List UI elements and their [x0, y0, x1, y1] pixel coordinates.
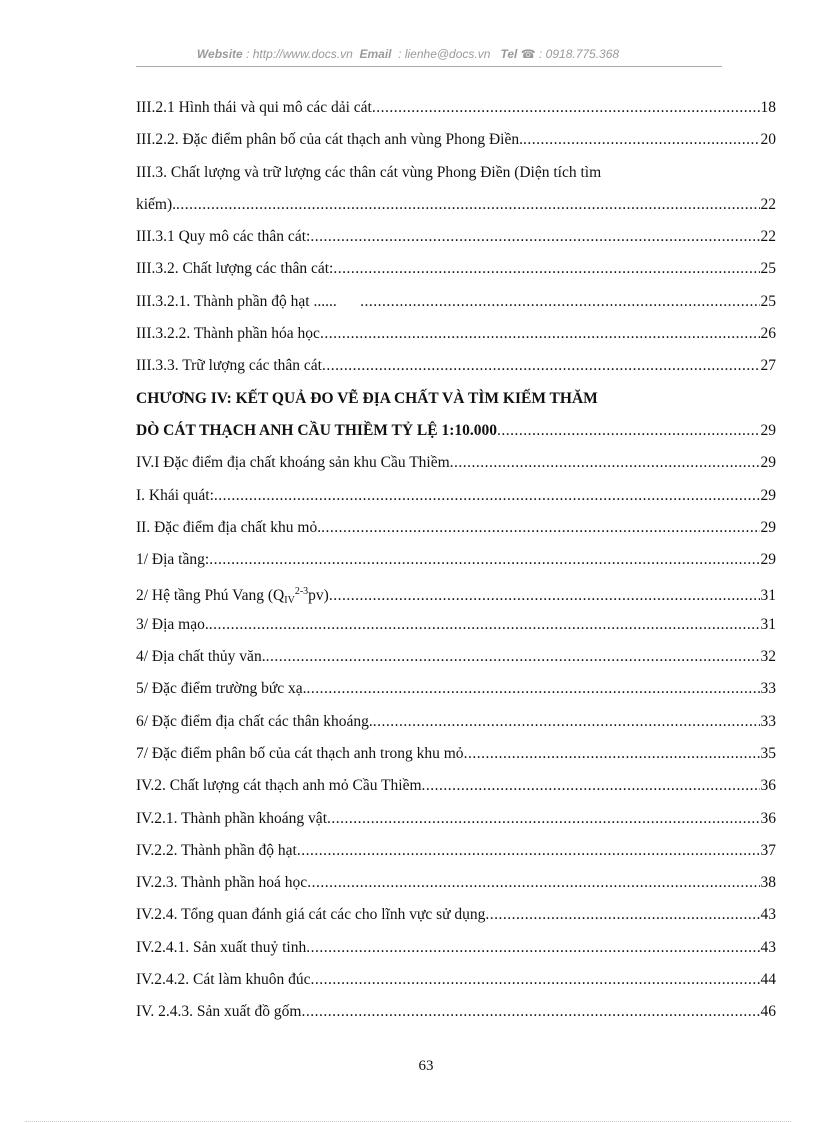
- toc-leader: [310, 221, 759, 253]
- toc-entry-title: kiếm).: [136, 195, 177, 213]
- toc-leader: [266, 641, 760, 673]
- toc-entry-title: 1/ Địa tầng:: [136, 551, 210, 569]
- toc-entry-title: IV.2.4.1. Sản xuất thuỷ tinh: [136, 938, 307, 956]
- toc-leader: [311, 964, 760, 996]
- toc-entry[interactable]: [136, 189, 776, 221]
- toc-entry[interactable]: [136, 286, 776, 318]
- toc-entry-page: 46: [760, 1003, 776, 1021]
- toc-entry[interactable]: [136, 835, 776, 867]
- toc-leader: [360, 286, 759, 318]
- toc-leader: [422, 770, 760, 802]
- toc-entry[interactable]: [136, 738, 776, 770]
- email-label: Email: [359, 47, 392, 61]
- page-bottom-divider: [25, 1121, 791, 1122]
- toc-leader: [306, 673, 759, 705]
- toc-leader: [450, 447, 760, 479]
- toc-entry-page: 25: [760, 260, 776, 278]
- toc-entry[interactable]: [136, 221, 776, 253]
- header-divider: [136, 66, 722, 67]
- toc-leader: [485, 899, 759, 931]
- toc-entry-page: 18: [760, 99, 776, 116]
- toc-entry[interactable]: [136, 92, 776, 124]
- toc-entry-line[interactable]: [136, 157, 776, 189]
- toc-entry-page: 37: [760, 841, 776, 859]
- toc-entry-page: 35: [760, 744, 776, 762]
- toc-entry-page: 29: [760, 454, 776, 472]
- toc-entry[interactable]: [136, 544, 776, 576]
- toc-entry[interactable]: [136, 512, 776, 544]
- toc-entry-page: 29: [760, 486, 776, 504]
- toc-leader: [320, 318, 760, 350]
- toc-leader: [321, 512, 759, 544]
- tel-value: 0918.775.368: [545, 47, 620, 61]
- formula-subscript: IV: [284, 595, 295, 607]
- toc-entry-title: IV. 2.4.3. Sản xuất đồ gốm: [136, 1003, 302, 1021]
- toc-entry-page: 25: [760, 292, 776, 310]
- toc-leader: [327, 803, 760, 835]
- toc-entry-page: 29: [760, 421, 776, 439]
- toc-entry[interactable]: [136, 480, 776, 512]
- tel-label: Tel: [500, 47, 518, 61]
- toc-leader: [497, 415, 759, 447]
- toc-entry-title: IV.2.3. Thành phần hoá học: [136, 874, 308, 892]
- toc-entry[interactable]: [136, 673, 776, 705]
- toc-chapter-heading-line[interactable]: [136, 383, 776, 415]
- toc-entry[interactable]: [136, 641, 776, 673]
- toc-chapter-title: CHƯƠNG IV: KẾT QUẢ ĐO VẼ ĐỊA CHẤT VÀ TÌM KIẾM THĂM: [136, 389, 598, 407]
- toc-leader: [307, 867, 759, 899]
- toc-entry-page: 31: [760, 587, 776, 605]
- phone-icon: ☎: [520, 47, 536, 61]
- toc-entry[interactable]: [136, 350, 776, 382]
- toc-entry-page: 20: [760, 131, 776, 149]
- toc-entry-title: 7/ Đặc điểm phân bố của cát thạch anh trong khu mỏ: [136, 744, 464, 762]
- toc-entry-title: IV.2.2. Thành phần độ hạt: [136, 841, 297, 859]
- toc-entry[interactable]: [136, 996, 776, 1028]
- toc-entry-page: 43: [760, 938, 776, 956]
- toc-leader: [373, 706, 760, 738]
- website-url[interactable]: http://www.docs.vn: [252, 47, 353, 61]
- toc-entry-page: 38: [760, 874, 776, 892]
- toc-entry-title: IV.2.4. Tổng quan đánh giá cát các cho lĩnh vực sử dụng: [136, 906, 486, 924]
- toc-entry-title: III.2.1 Hình thái và qui mô các dải cát: [136, 99, 372, 116]
- toc-leader: [372, 92, 760, 124]
- toc-entry[interactable]: [136, 318, 776, 350]
- toc-entry-page: 29: [760, 551, 776, 569]
- toc-entry-page: 44: [760, 971, 776, 989]
- toc-entry[interactable]: [136, 609, 776, 641]
- toc-entry-title: IV.2.1. Thành phần khoáng vật: [136, 809, 327, 827]
- toc-entry[interactable]: [136, 576, 776, 608]
- toc-entry-page: 31: [760, 615, 776, 633]
- toc-entry-title-part: pv): [308, 587, 329, 605]
- toc-entry-title: IV.2. Chất lượng cát thạch anh mỏ Cầu Thiềm: [136, 777, 422, 795]
- toc-entry-title: 5/ Đặc điểm trường bức xạ.: [136, 680, 307, 698]
- toc-entry-title: III.3.2.2. Thành phần hóa học: [136, 325, 320, 343]
- toc-leader: [209, 544, 759, 576]
- toc-leader: [322, 350, 760, 382]
- toc-entry-page: 27: [760, 357, 776, 375]
- toc-leader: [306, 932, 759, 964]
- toc-leader: [333, 253, 759, 285]
- toc-entry-title: I. Khái quát:: [136, 486, 214, 504]
- toc-entry[interactable]: [136, 770, 776, 802]
- toc-entry-page: 22: [760, 195, 776, 213]
- toc-leader: [301, 996, 759, 1028]
- toc-entry-page: 43: [760, 906, 776, 924]
- toc-chapter-title: DÒ CÁT THẠCH ANH CẦU THIỀM TỶ LỆ 1:10.000: [136, 421, 498, 439]
- toc-entry-page: 33: [760, 712, 776, 730]
- toc-entry-title: 6/ Đặc điểm địa chất các thân khoáng.: [136, 712, 373, 730]
- toc-leader: [176, 189, 759, 221]
- formula-superscript: 2-3: [294, 586, 309, 598]
- toc-entry[interactable]: [136, 932, 776, 964]
- website-label: Website: [196, 47, 243, 61]
- toc-entry-page: 33: [760, 680, 776, 698]
- tel-sep: :: [538, 47, 543, 61]
- toc-entry-title: IV.2.4.2. Cát làm khuôn đúc: [136, 971, 311, 989]
- toc-entry[interactable]: [136, 899, 776, 931]
- toc-chapter-heading[interactable]: [136, 415, 776, 447]
- table-of-contents: [136, 92, 776, 1029]
- toc-entry-page: 36: [760, 809, 776, 827]
- toc-entry[interactable]: [136, 447, 776, 479]
- toc-entry-title: III.3.1 Quy mô các thân cát:: [136, 228, 311, 246]
- toc-entry[interactable]: [136, 867, 776, 899]
- page-number: 63: [418, 1058, 434, 1074]
- email-sep: :: [398, 47, 402, 61]
- toc-entry-title: III.3.2. Chất lượng các thân cát:: [136, 260, 334, 278]
- toc-entry-page: 26: [760, 325, 776, 343]
- toc-entry[interactable]: [136, 706, 776, 738]
- email-value[interactable]: lienhe@docs.vn: [404, 47, 491, 61]
- toc-entry[interactable]: [136, 124, 776, 156]
- toc-entry-title-part: 2/ Hệ tầng Phú Vang (Q: [136, 587, 285, 605]
- website-sep: :: [246, 47, 250, 61]
- toc-entry-title: 4/ Địa chất thủy văn.: [136, 648, 266, 666]
- toc-leader: [214, 480, 760, 512]
- toc-leader: [297, 835, 760, 867]
- toc-entry-title: III.3. Chất lượng và trữ lượng các thân cát vùng Phong Điền (Diện tích tìm: [136, 163, 602, 181]
- toc-entry-title: II. Đặc điểm địa chất khu mỏ.: [136, 518, 322, 536]
- toc-entry[interactable]: [136, 253, 776, 285]
- toc-entry-title: III.2.2. Đặc điểm phân bố của cát thạch anh vùng Phong Điền.: [136, 131, 523, 149]
- toc-leader: [464, 738, 760, 770]
- toc-entry[interactable]: [136, 964, 776, 996]
- toc-entry-title: III.3.3. Trữ lượng các thân cát: [136, 357, 322, 375]
- toc-entry-page: 22: [760, 228, 776, 246]
- toc-entry[interactable]: [136, 803, 776, 835]
- toc-entry-page: 32: [760, 648, 776, 666]
- toc-entry-title: IV.I Đặc điểm địa chất khoáng sản khu Cầu Thiềm: [136, 454, 450, 472]
- page-header: [0, 47, 816, 61]
- toc-entry-page: 36: [760, 777, 776, 795]
- toc-leader: [209, 609, 760, 641]
- toc-leader: [523, 124, 760, 156]
- toc-entry-title: 3/ Địa mạo.: [136, 615, 209, 633]
- toc-entry-page: 29: [760, 518, 776, 536]
- toc-entry-title: III.3.2.1. Thành phần độ hạt ......: [136, 292, 337, 310]
